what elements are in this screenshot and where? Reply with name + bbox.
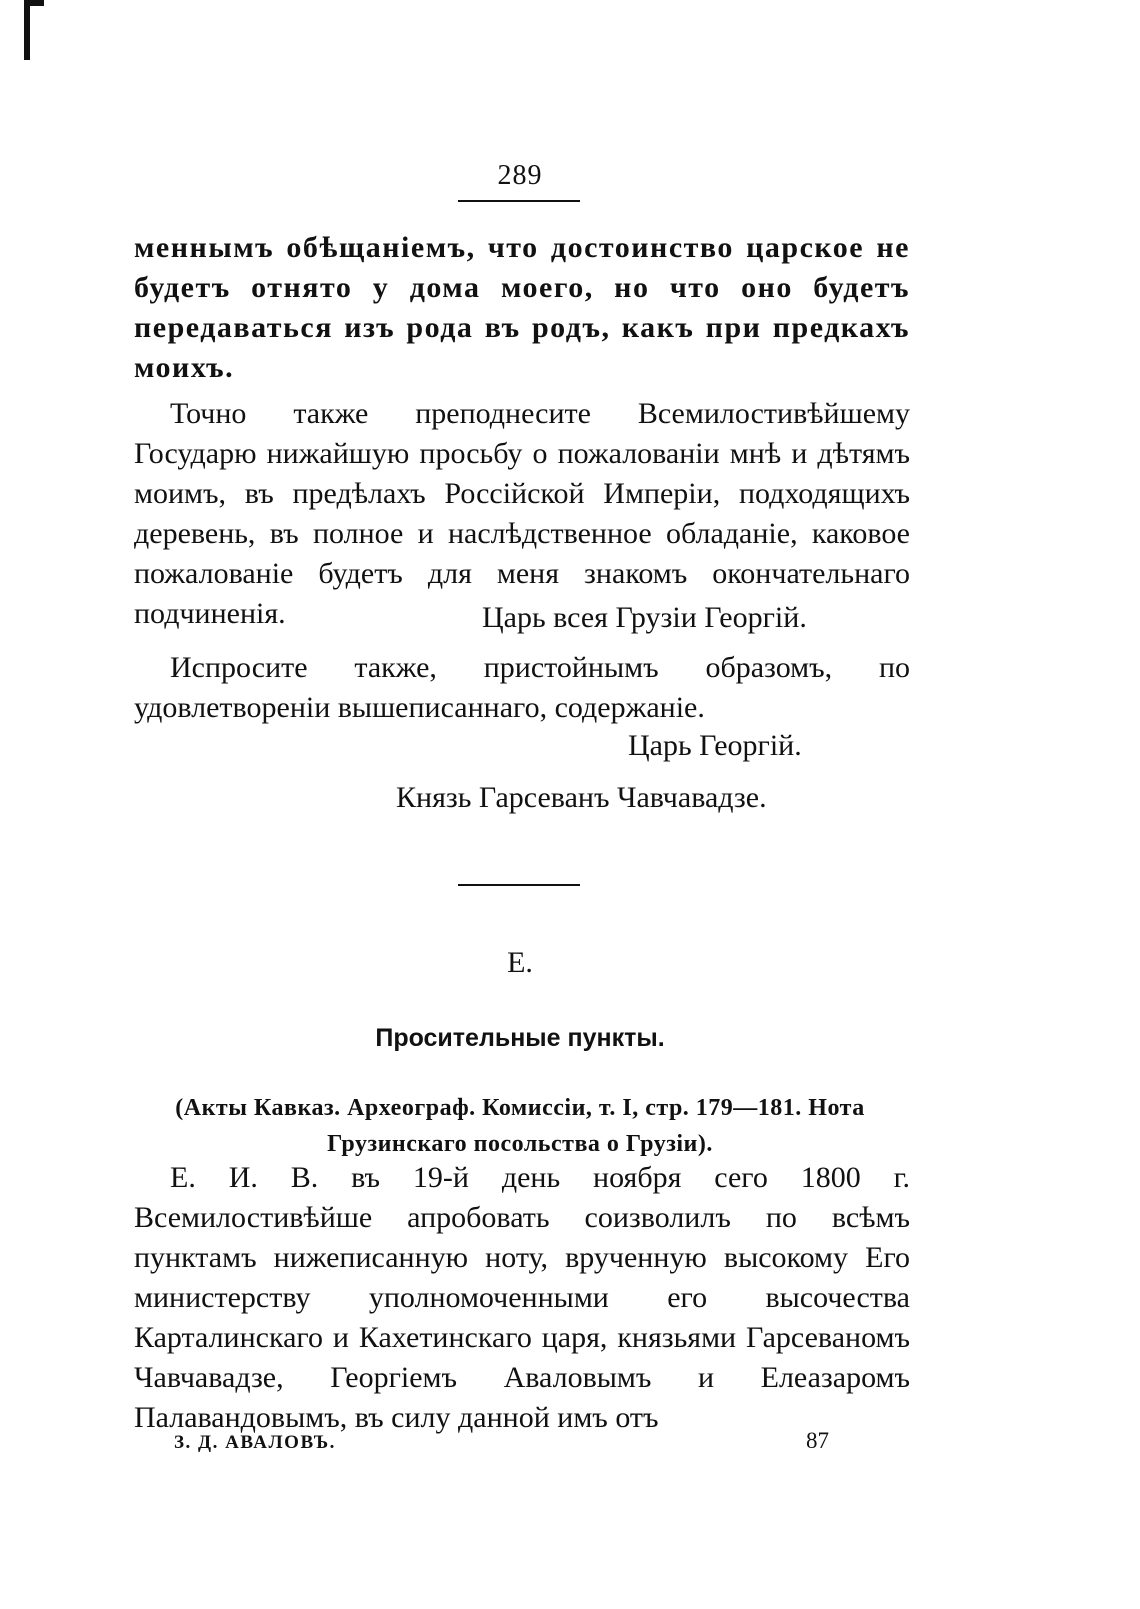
- source-note: (Акты Кавказ. Археограф. Комиссіи, т. I, стр. 179—181. Нота Грузинскаго посольства о Грузіи).: [175, 1095, 865, 1157]
- footer-sheet-number: 87: [806, 1428, 829, 1453]
- section-divider: [458, 884, 580, 886]
- scan-corner-mark-horizontal: [24, 0, 44, 6]
- text-block-request: [134, 648, 910, 728]
- footer-author-signature: З. Д. АВАЛОВЪ.: [174, 1432, 336, 1453]
- section-letter: Е.: [507, 946, 533, 979]
- paragraph-note-approval: Е. И. В. въ 19-й день ноября сего 1800 г. Всемилостивѣйше апробовать соизволилъ по всѣмъ пунктамъ нижеписанную ноту, врученную высокому Его министерству уполномоченными его высочества Карталинскаго и Кахетинскаго царя, князьями Гарсеваномъ Чавчавадзе, Георгіемъ Аваловымъ и Елеазаромъ Палавандовымъ, въ силу данной имъ отъ: [134, 1161, 910, 1434]
- paragraph-continuation: меннымъ обѣщаніемъ, что достоинство царское не будетъ отнято у дома моего, но что оно будетъ передаваться изъ рода въ родъ, какъ при предкахъ моихъ.: [134, 231, 910, 384]
- paragraph-request-villages: Точно также преподнесите Всемилостивѣйшему Государю нижайшую просьбу о пожалованіи мнѣ и дѣтямъ моимъ, въ предѣлахъ Россійской Имперіи, подходящихъ деревень, въ полное и наслѣдственное обладаніе, каковое пожалованіе будетъ для меня знакомъ окончательнаго подчиненія.: [134, 397, 910, 630]
- signature-tsar-giorgi-full: Царь всея Грузіи Георгій.: [482, 601, 807, 634]
- scan-corner-mark: [24, 0, 30, 60]
- signature-prince-garsevan: Князь Гарсеванъ Чавчавадзе.: [396, 781, 767, 814]
- header-rule: [458, 200, 580, 202]
- text-block-bottom: [134, 1158, 910, 1438]
- paragraph-maintenance: Испросите также, пристойнымъ образомъ, по удовлетвореніи вышеписаннаго, содержаніе.: [134, 651, 910, 724]
- text-block-top: [134, 228, 910, 634]
- page-number: 289: [497, 160, 543, 191]
- section-title: Просительные пункты.: [375, 1024, 665, 1052]
- signature-tsar-giorgi: Царь Георгій.: [628, 729, 802, 762]
